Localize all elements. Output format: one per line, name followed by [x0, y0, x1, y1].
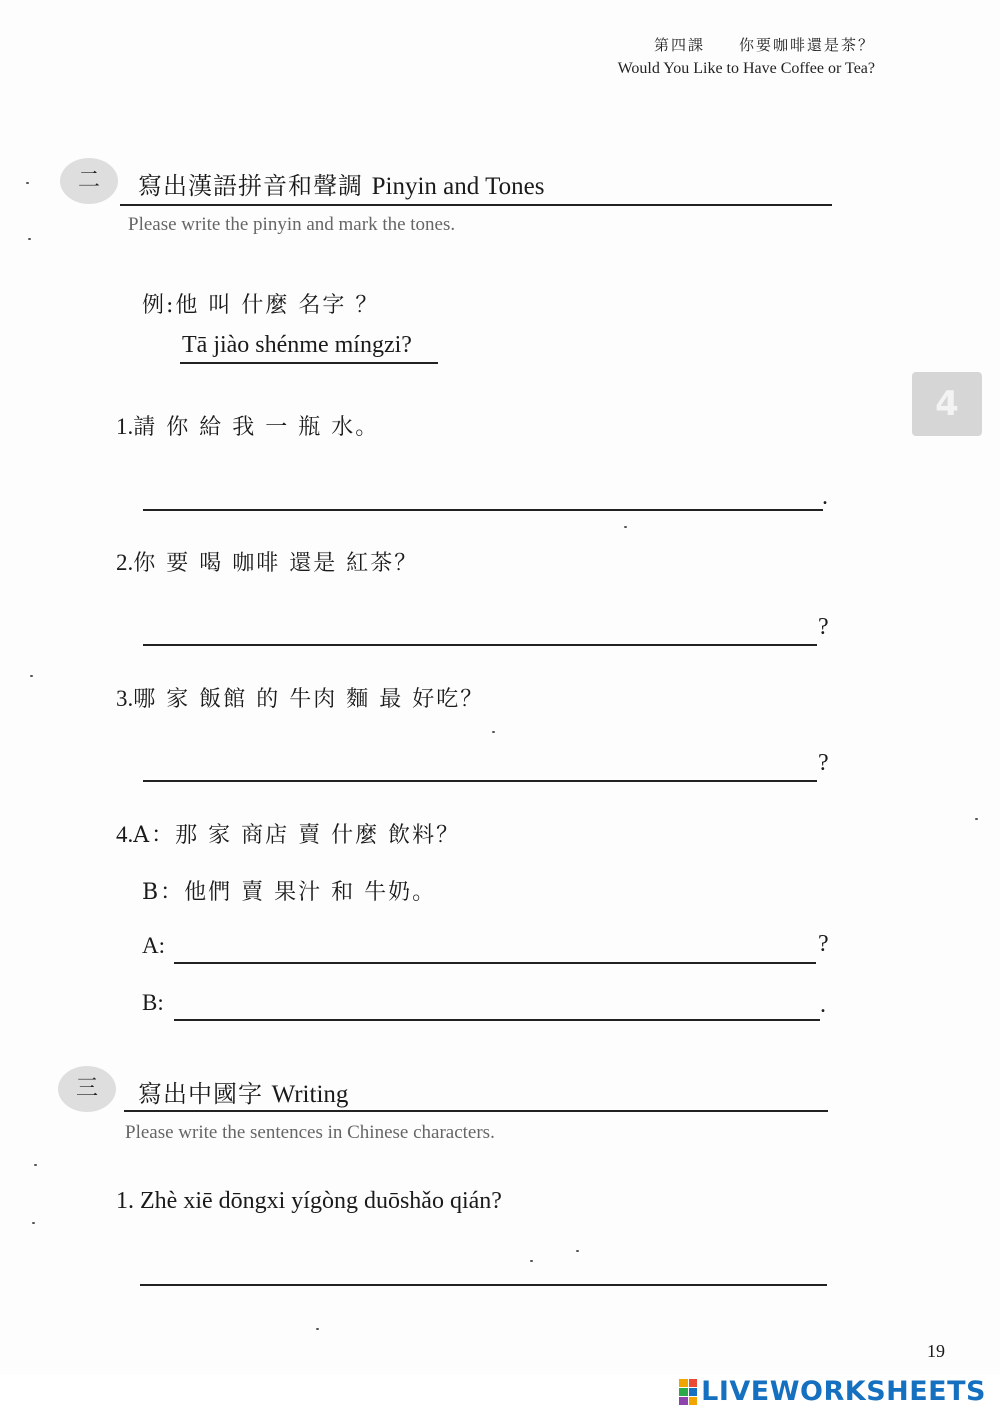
scan-speck [576, 1250, 579, 1252]
section-3-title-zh: 寫出中國字 [138, 1080, 263, 1108]
question-1-number: 1. [116, 414, 134, 439]
example-label: 例: [142, 293, 176, 318]
writing-answer-line-1[interactable] [140, 1284, 827, 1286]
section-2-title [138, 166, 544, 201]
liveworksheets-icon [679, 1379, 697, 1405]
answer-line-3[interactable] [143, 780, 817, 782]
scan-speck [30, 675, 33, 677]
answer-line-1[interactable] [143, 509, 823, 511]
scan-speck [492, 731, 495, 733]
question-3-text: 哪 家 飯館 的 牛肉 麵 最 好吃？ [133, 687, 485, 712]
section-2-rule [120, 204, 832, 206]
scan-speck [530, 1260, 533, 1262]
answer-line-2[interactable] [143, 644, 817, 646]
scan-speck [975, 818, 978, 820]
question-4-b-text: B：他們 賣 果汁 和 牛奶。 [142, 880, 437, 905]
question-1 [116, 410, 379, 441]
question-4-a [116, 818, 460, 849]
section-2-title-en: Pinyin and Tones [371, 173, 545, 200]
section-3-badge: 三 [58, 1066, 116, 1112]
example-sentence [142, 288, 379, 319]
scan-speck [624, 526, 627, 528]
question-3 [116, 682, 484, 713]
question-1-text: 請 你 給 我 一 瓶 水。 [133, 415, 380, 440]
page-number: 19 [927, 1341, 945, 1361]
scan-speck [34, 1164, 37, 1166]
question-2-number: 2. [116, 550, 134, 575]
chapter-tab: 4 [912, 372, 982, 436]
answer-3-end-punct: ? [818, 750, 829, 776]
section-3-title-en: Writing [271, 1081, 349, 1108]
liveworksheets-logo [679, 1376, 986, 1407]
question-2 [116, 546, 418, 577]
question-4-a-text: A：那 家 商店 賣 什麼 飲料？ [133, 823, 461, 848]
example-pinyin: Tā jiào shénme míngzi? [182, 332, 412, 358]
answer-1-end-punct: . [822, 484, 828, 510]
question-4-number: 4. [116, 822, 134, 847]
answer-line-4a[interactable] [174, 962, 816, 964]
section-3-title [138, 1074, 348, 1109]
writing-question-1-number: 1. [116, 1188, 134, 1214]
example-chinese: 他 叫 什麼 名字 ？ [175, 293, 380, 318]
answer-4-b-label: B: [142, 990, 164, 1015]
example-underline [180, 362, 438, 364]
section-3-rule [124, 1110, 828, 1112]
question-3-number: 3. [116, 686, 134, 711]
answer-4b-end-punct: . [820, 992, 826, 1018]
question-2-text: 你 要 喝 咖啡 還是 紅茶？ [133, 551, 419, 576]
scan-speck [28, 238, 31, 240]
liveworksheets-text: LIVEWORKSHEETS [701, 1376, 986, 1407]
section-3-subtitle: Please write the sentences in Chinese characters. [125, 1122, 495, 1143]
scan-speck [32, 1222, 35, 1224]
section-2-title-zh: 寫出漢語拼音和聲調 [138, 172, 363, 200]
section-2-badge: 二 [60, 158, 118, 204]
writing-question-1 [116, 1188, 502, 1215]
lesson-title-english: Would You Like to Have Coffee or Tea? [617, 60, 875, 77]
answer-line-4b[interactable] [174, 1019, 820, 1021]
lesson-title-chinese: 第四課 你要咖啡還是茶？ [653, 36, 875, 54]
answer-4-a-label: A: [142, 933, 165, 958]
writing-question-1-pinyin: Zhè xiē dōngxi yígòng duōshǎo qián? [140, 1188, 502, 1214]
answer-2-end-punct: ? [818, 614, 829, 640]
scan-speck [26, 182, 29, 184]
scan-speck [316, 1328, 319, 1330]
answer-4a-end-punct: ? [818, 931, 829, 957]
section-2-subtitle: Please write the pinyin and mark the tones. [128, 214, 456, 235]
